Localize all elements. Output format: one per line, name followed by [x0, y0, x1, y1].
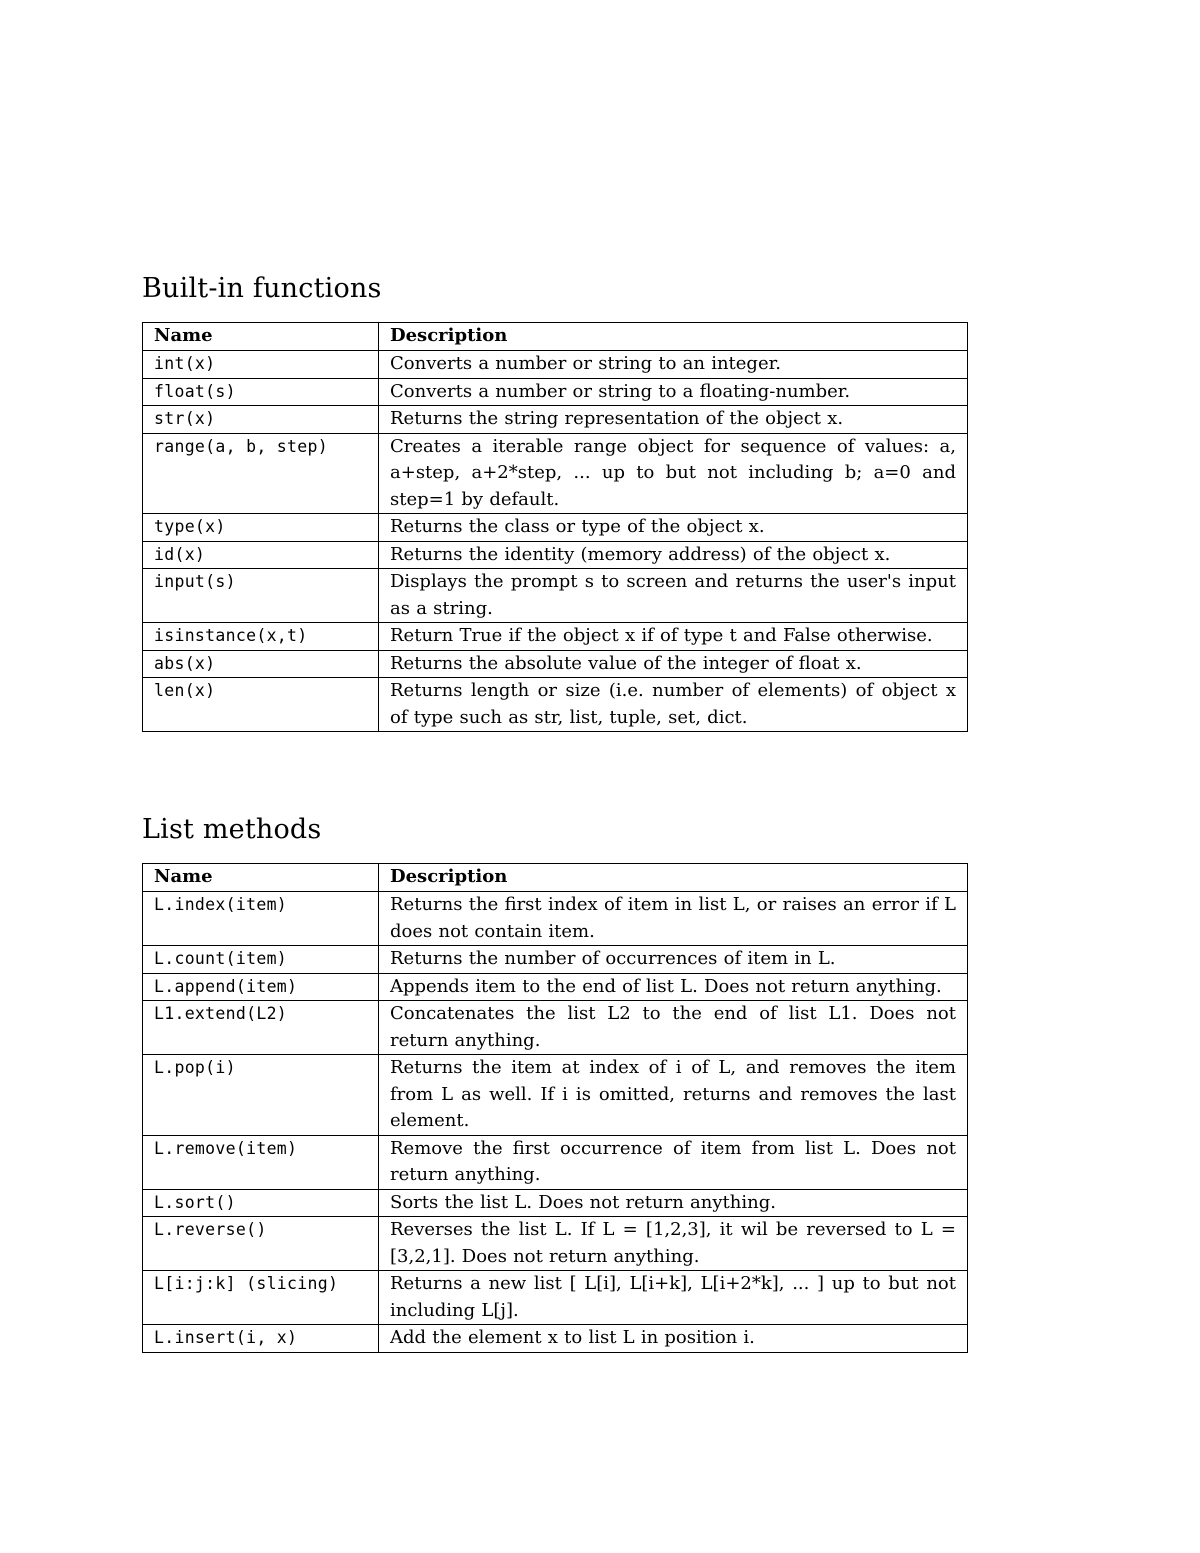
column-header-description: Description	[379, 864, 968, 892]
table-row	[143, 433, 968, 514]
cell-description: Concatenates the list L2 to the end of list L1. Does not return anything.	[379, 1001, 968, 1055]
column-header-name: Name	[143, 864, 379, 892]
cell-name: range(a, b, step)	[143, 433, 379, 514]
section-title-built-in-functions: Built-in functions	[142, 273, 382, 304]
cell-name: L.pop(i)	[143, 1055, 379, 1136]
cell-name: float(s)	[143, 378, 379, 406]
section-title-list-methods: List methods	[142, 814, 322, 845]
cell-name: id(x)	[143, 541, 379, 569]
table-row	[143, 892, 968, 946]
column-header-name: Name	[143, 323, 379, 351]
cell-description: Reverses the list L. If L = [1,2,3], it wil be reversed to L = [3,2,1]. Does not return anything.	[379, 1217, 968, 1271]
cell-description: Converts a number or string to an integer.	[379, 351, 968, 379]
cell-name: abs(x)	[143, 650, 379, 678]
table-row	[143, 351, 968, 379]
table-row	[143, 650, 968, 678]
cell-name: L.count(item)	[143, 946, 379, 974]
table-row	[143, 1055, 968, 1136]
cell-description: Returns the class or type of the object x.	[379, 514, 968, 542]
table-row	[143, 378, 968, 406]
table-row	[143, 973, 968, 1001]
table-row	[143, 1325, 968, 1353]
table-row	[143, 1217, 968, 1271]
cell-name: str(x)	[143, 406, 379, 434]
cell-description: Displays the prompt s to screen and returns the user's input as a string.	[379, 569, 968, 623]
cell-name: L.insert(i, x)	[143, 1325, 379, 1353]
cell-description: Sorts the list L. Does not return anything.	[379, 1189, 968, 1217]
cell-description: Appends item to the end of list L. Does not return anything.	[379, 973, 968, 1001]
cell-name: L[i:j:k] (slicing)	[143, 1271, 379, 1325]
cell-name: L.append(item)	[143, 973, 379, 1001]
cell-name: L.reverse()	[143, 1217, 379, 1271]
cell-description: Returns the number of occurrences of item in L.	[379, 946, 968, 974]
cell-description: Returns the absolute value of the integer of float x.	[379, 650, 968, 678]
table-header-row	[143, 323, 968, 351]
table-row	[143, 514, 968, 542]
built-in-functions-table	[142, 322, 968, 732]
cell-name: L.sort()	[143, 1189, 379, 1217]
table-header-row	[143, 864, 968, 892]
cell-name: len(x)	[143, 678, 379, 732]
table-row	[143, 1189, 968, 1217]
table-row	[143, 623, 968, 651]
table-row	[143, 678, 968, 732]
list-methods-table	[142, 863, 968, 1353]
cell-description: Creates a iterable range object for sequence of values: a, a+step, a+2*step, ... up to but not including b; a=0 and step=1 by default.	[379, 433, 968, 514]
cell-description: Returns the item at index of i of L, and removes the item from L as well. If i is omitted, returns and removes the last element.	[379, 1055, 968, 1136]
table-row	[143, 1271, 968, 1325]
cell-name: L1.extend(L2)	[143, 1001, 379, 1055]
cell-name: input(s)	[143, 569, 379, 623]
cell-name: L.index(item)	[143, 892, 379, 946]
cell-description: Return True if the object x if of type t and False otherwise.	[379, 623, 968, 651]
table-row	[143, 1135, 968, 1189]
table-row	[143, 569, 968, 623]
table-row	[143, 1001, 968, 1055]
table-row	[143, 946, 968, 974]
cell-name: int(x)	[143, 351, 379, 379]
cell-description: Converts a number or string to a floating-number.	[379, 378, 968, 406]
cell-description: Remove the first occurrence of item from list L. Does not return anything.	[379, 1135, 968, 1189]
table-row	[143, 406, 968, 434]
cell-name: type(x)	[143, 514, 379, 542]
cell-name: isinstance(x,t)	[143, 623, 379, 651]
cell-description: Returns length or size (i.e. number of elements) of object x of type such as str, list, tuple, set, dict.	[379, 678, 968, 732]
cell-description: Returns the identity (memory address) of the object x.	[379, 541, 968, 569]
cell-name: L.remove(item)	[143, 1135, 379, 1189]
table-row	[143, 541, 968, 569]
column-header-description: Description	[379, 323, 968, 351]
cell-description: Add the element x to list L in position i.	[379, 1325, 968, 1353]
cell-description: Returns the first index of item in list L, or raises an error if L does not contain item.	[379, 892, 968, 946]
cell-description: Returns the string representation of the object x.	[379, 406, 968, 434]
cell-description: Returns a new list [ L[i], L[i+k], L[i+2*k], ... ] up to but not including L[j].	[379, 1271, 968, 1325]
